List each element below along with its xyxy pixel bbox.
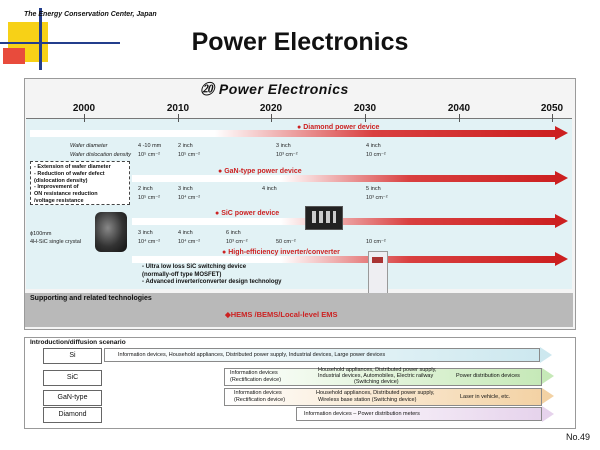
diamond-density: 10 cm⁻² — [366, 152, 386, 158]
panel-title: ⑳ Power Electronics — [200, 81, 349, 97]
gan-diameter: 4 inch — [262, 186, 277, 192]
support-title: Supporting and related technologies — [30, 295, 152, 302]
gan-density: 10³ cm⁻² — [366, 195, 388, 201]
wafer-diameter-label: Wafer diameter — [70, 143, 108, 149]
sic-density: 10 cm⁻² — [366, 239, 386, 245]
sic-density: 10⁴ cm⁻² — [178, 239, 201, 245]
logo-horizontal-line — [0, 42, 120, 44]
diamond-device-label: ● Diamond power device — [297, 124, 380, 131]
organization-name: The Energy Conservation Center, Japan — [24, 11, 157, 18]
timeline-tick — [178, 114, 179, 122]
scenario-label-si: Si — [43, 348, 102, 364]
note-line: - Reduction of wafer defect — [34, 170, 105, 177]
year-label: 2000 — [72, 103, 96, 114]
sic-device-label: ● SiC power device — [215, 210, 280, 217]
scenario-label-diamond: Diamond — [43, 407, 102, 423]
gan-scenario-text-a2: (Rectification device) — [234, 397, 286, 403]
gan-scenario-text-a: Information devices — [234, 390, 282, 396]
sic-module-image — [305, 206, 343, 230]
timeline-tick — [552, 114, 553, 122]
note-line: - Extension of wafer diameter — [34, 164, 111, 170]
arrow-head-icon — [555, 171, 568, 185]
slide-title: Power Electronics — [191, 28, 409, 56]
si-scenario-text: Information devices, Household appliances, Distributed power supply, Industrial devices, Large power devices — [118, 352, 386, 358]
timeline-tick — [271, 114, 272, 122]
gan-device-label: ● GaN-type power device — [218, 168, 302, 175]
diamond-roadmap-arrow — [30, 130, 558, 137]
gan-scenario-text-c: Laser in vehicle, etc. — [460, 394, 511, 400]
sic-diameter: 6 inch — [226, 230, 241, 236]
note-line: ON resistance reduction — [34, 191, 98, 198]
sic-crystal-image — [95, 212, 127, 252]
year-label: 2020 — [259, 103, 283, 114]
gan-scenario-text-b: Household appliances, Distributed power supply, — [316, 390, 435, 396]
sic-scenario-text-a2: (Rectification device) — [230, 377, 282, 383]
sic-density: 50 cm⁻² — [276, 239, 296, 245]
diamond-diameter: 4 -10 mm — [138, 143, 162, 149]
dislocation-density-label: Wafer dislocation density — [70, 152, 132, 158]
crystal-caption: 4H-SiC single crystal — [30, 239, 82, 245]
bullet-line: (normally-off type MOSFET) — [142, 271, 222, 278]
diamond-diameter: 2 inch — [178, 143, 193, 149]
inverter-roadmap-arrow — [132, 256, 558, 263]
scenario-label-gan: GaN-type — [43, 390, 102, 406]
sic-scenario-text-b3: (Switching device) — [354, 379, 399, 385]
diamond-scenario-text: Information devices – Power distribution meters — [304, 411, 420, 417]
year-label: 2050 — [540, 103, 564, 114]
bullet-line: - Advanced inverter/converter design technology — [142, 279, 282, 285]
sic-scenario-text-b: Household appliances, Distributed power supply, — [318, 367, 437, 373]
diamond-diameter: 4 inch — [366, 143, 381, 149]
crystal-caption: ϕ100mm — [30, 231, 52, 237]
gan-density: 10⁴ cm⁻² — [178, 195, 201, 201]
year-label: 2040 — [447, 103, 471, 114]
sic-density: 10⁴ cm⁻² — [138, 239, 161, 245]
gan-label-text: GaN-type power device — [224, 168, 302, 175]
year-label: 2030 — [353, 103, 377, 114]
diamond-density: 10⁵ cm⁻² — [178, 152, 200, 158]
gan-scenario-text-b2: Wireless base station (Switching device) — [318, 397, 417, 403]
page-number: No.49 — [565, 432, 590, 442]
arrow-head-icon — [542, 368, 554, 384]
note-line: (dislocation density) — [34, 177, 88, 184]
arrow-head-icon — [542, 388, 554, 404]
year-label: 2010 — [166, 103, 190, 114]
note-line: /voltage resistance — [34, 197, 84, 204]
sic-roadmap-arrow — [132, 218, 558, 225]
inverter-label-text: High-efficiency inverter/converter — [228, 249, 340, 256]
sic-label-text: SiC power device — [221, 210, 280, 217]
gan-diameter: 5 inch — [366, 186, 381, 192]
sic-density: 10³ cm⁻² — [226, 239, 248, 245]
scenario-label-sic: SiC — [43, 370, 102, 386]
diamond-density: 10³ cm⁻² — [276, 152, 298, 158]
note-line: - Improvement of — [34, 184, 79, 191]
bullet-line: - Ultra low loss SiC switching device — [142, 264, 247, 270]
diamond-diameter: 3 inch — [276, 143, 291, 149]
inverter-device-label: ● High-efficiency inverter/converter — [222, 249, 340, 256]
gan-density: 10⁵ cm⁻² — [138, 195, 160, 201]
timeline-axis — [26, 118, 572, 119]
timeline-tick — [365, 114, 366, 122]
diamond-label-text: Diamond power device — [303, 124, 380, 131]
timeline-tick — [84, 114, 85, 122]
hems-label: ◆HEMS /BEMS/Local-level EMS — [225, 310, 338, 319]
sic-scenario-text-a: Information devices — [230, 370, 278, 376]
gan-diameter: 2 inch — [138, 186, 153, 192]
gan-diameter: 3 inch — [178, 186, 193, 192]
sic-scenario-text-b2: Industrial devices, Automobiles, Electric railway — [318, 373, 434, 379]
improvement-notes-box — [30, 161, 130, 205]
inverter-image — [368, 251, 388, 295]
sic-diameter: 3 inch — [138, 230, 153, 236]
intro-title: Introduction/diffusion scenario — [30, 339, 126, 346]
arrow-head-icon — [542, 406, 554, 422]
sic-diameter: 4 inch — [178, 230, 193, 236]
arrow-head-icon — [555, 252, 568, 266]
timeline-tick — [459, 114, 460, 122]
sic-scenario-text-c: Power distribution devices — [456, 373, 520, 379]
arrow-head-icon — [555, 126, 568, 140]
arrow-head-icon — [555, 214, 568, 228]
gan-roadmap-arrow — [132, 175, 558, 182]
logo-red-square — [3, 48, 25, 64]
inverter-bullets — [142, 264, 281, 287]
diamond-density: 10⁵ cm⁻² — [138, 152, 160, 158]
arrow-head-icon — [540, 347, 552, 363]
